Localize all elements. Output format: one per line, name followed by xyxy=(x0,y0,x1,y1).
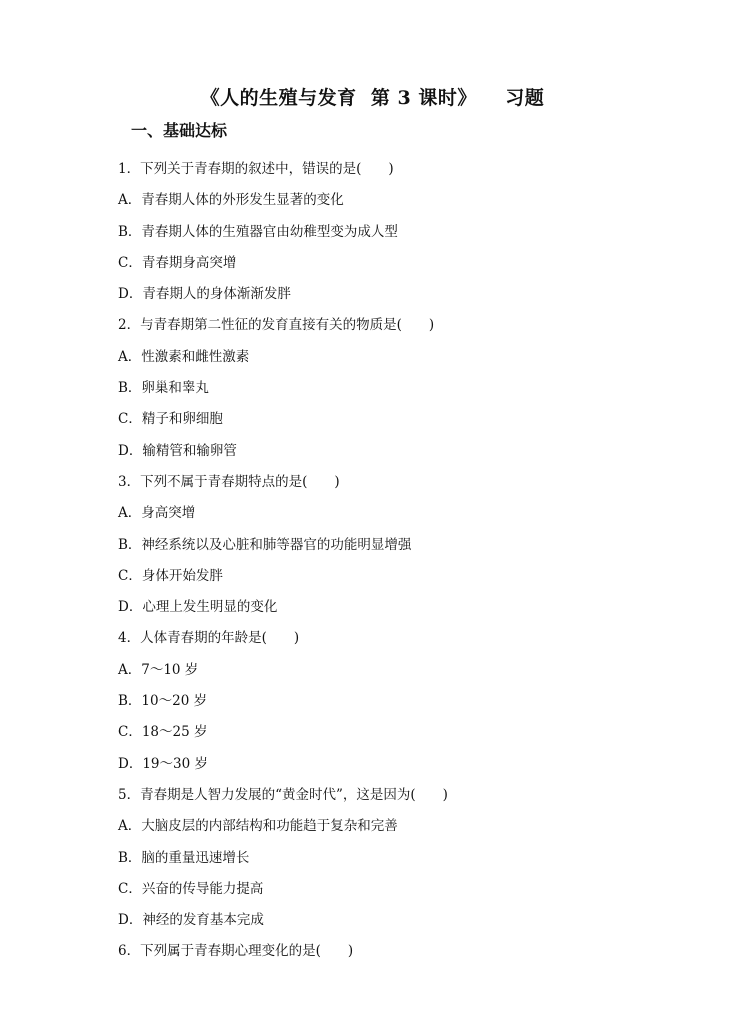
question-1-option-b: B．青春期人体的生殖器官由幼稚型变为成人型 xyxy=(118,223,398,240)
question-3-option-b: B．神经系统以及心脏和肺等器官的功能明显增强 xyxy=(118,536,412,553)
question-5-option-c: C．兴奋的传导能力提高 xyxy=(118,880,264,897)
question-3-option-a: A．身高突增 xyxy=(118,505,196,522)
question-list xyxy=(118,158,718,972)
question-3-stem: 3．下列不属于青春期特点的是( ) xyxy=(118,473,340,490)
question-6-stem: 6．下列属于青春期心理变化的是( ) xyxy=(118,943,354,960)
question-5-option-b: B．脑的重量迅速增长 xyxy=(118,849,250,866)
question-2-option-c: C．精子和卵细胞 xyxy=(118,411,223,428)
question-1-stem: 1．下列关于青春期的叙述中，错误的是( ) xyxy=(118,161,394,177)
question-2-option-a: A．性激素和雌性激素 xyxy=(118,348,250,365)
question-2-option-d: D．输精管和输卵管 xyxy=(118,442,237,459)
question-5-option-a: A．大脑皮层的内部结构和功能趋于复杂和完善 xyxy=(118,818,398,835)
question-1-option-d: D．青春期人的身体渐渐发胖 xyxy=(118,286,291,303)
section-heading: 一、基础达标 xyxy=(131,121,228,140)
question-2-option-b: B．卵巢和睾丸 xyxy=(118,380,209,397)
document-title: 《人的生殖与发育 第 3 课时》 习题 xyxy=(200,87,545,109)
question-4-option-a: A．7～10 岁 xyxy=(118,661,199,678)
question-3-option-c: C．身体开始发胖 xyxy=(118,567,223,584)
question-4-option-b: B．10～20 岁 xyxy=(118,693,208,710)
question-5-stem: 5．青春期是人智力发展的“黄金时代”，这是因为( ) xyxy=(118,786,448,803)
question-5-option-d: D．神经的发育基本完成 xyxy=(118,912,264,929)
question-2-stem: 2．与青春期第二性征的发育直接有关的物质是( ) xyxy=(118,317,435,334)
question-1-option-c: C．青春期身高突增 xyxy=(118,254,237,271)
question-4-option-c: C．18～25 岁 xyxy=(118,724,208,741)
question-4-option-d: D．19～30 岁 xyxy=(118,755,208,772)
question-3-option-d: D．心理上发生明显的变化 xyxy=(118,599,278,616)
question-1-option-a: A．青春期人体的外形发生显著的变化 xyxy=(118,192,344,209)
question-4-stem: 4．人体青春期的年龄是( ) xyxy=(118,630,300,647)
